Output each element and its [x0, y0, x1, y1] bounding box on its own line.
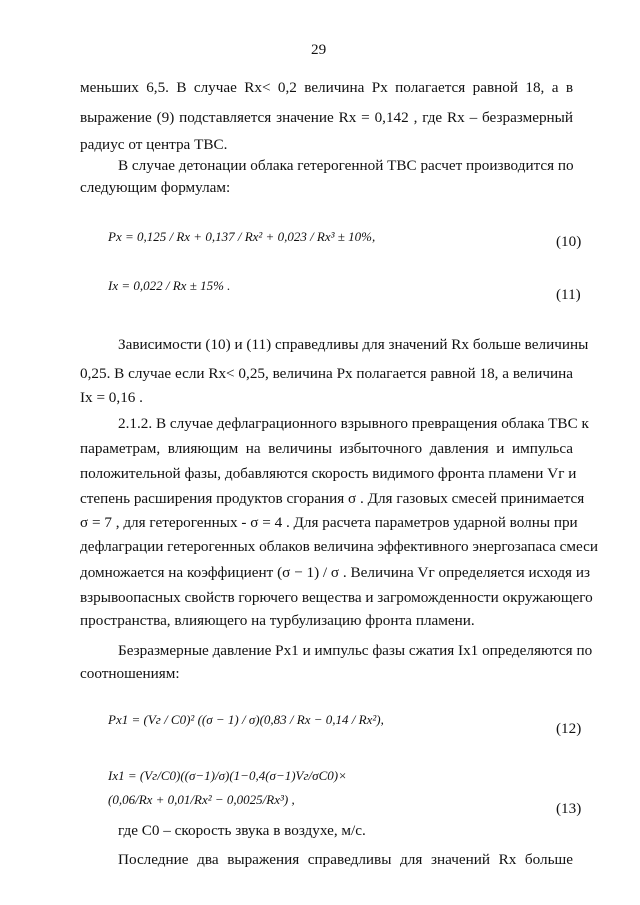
text-line: радиус от центра ТВС. [80, 136, 228, 153]
equation-number: (13) [556, 800, 582, 817]
equation-number: (12) [556, 720, 582, 737]
equation-number: (11) [556, 286, 581, 303]
equation-11: Ix = 0,022 / Rx ± 15% . [108, 278, 231, 293]
text-line: выражение (9) подставляется значение Rx = 0,142 , где Rx – безразмерный [80, 109, 573, 126]
text-line: степень расширения продуктов сгорания σ . Для газовых смесей принимается [80, 490, 585, 507]
text-line: положительной фазы, добавляются скорость видимого фронта пламени Vг и [80, 465, 577, 482]
text-line: Последние два выражения справедливы для значений Rx больше [118, 851, 573, 868]
text-line: Зависимости (10) и (11) справедливы для значений Rx больше величины [118, 336, 589, 353]
equation-12: Px1 = (Vг / C0)² ((σ − 1) / σ)(0,83 / Rx − 0,14 / Rx²), [108, 712, 384, 727]
equation-10: Px = 0,125 / Rx + 0,137 / Rx² + 0,023 / Rx³ ± 10%, [108, 229, 376, 244]
text-line: пространства, влияющего на турбулизацию фронта пламени. [80, 612, 475, 629]
equation-13-line2: (0,06/Rx + 0,01/Rx² − 0,0025/Rx³) , [108, 792, 295, 807]
text-line: где C0 – скорость звука в воздухе, м/с. [118, 822, 366, 839]
text-line: 0,25. В случае если Rx< 0,25, величина Px полагается равной 18, а величина [80, 365, 573, 382]
text-line: домножается на коэффициент (σ − 1) / σ . Величина Vг определяется исходя из [80, 564, 590, 581]
text-line: Безразмерные давление Px1 и импульс фазы сжатия Ix1 определяются по [118, 642, 593, 659]
text-line: σ = 7 , для гетерогенных - σ = 4 . Для расчета параметров ударной волны при [80, 514, 578, 531]
text-line: параметрам, влияющим на величины избыточного давления и импульса [80, 440, 573, 457]
text-line: 2.1.2. В случае дефлаграционного взрывного превращения облака ТВС к [118, 415, 589, 432]
text-line: соотношениям: [80, 665, 180, 682]
equation-number: (10) [556, 233, 582, 250]
text-line: В случае детонации облака гетерогенной ТВС расчет производится по [118, 157, 574, 174]
text-line: меньших 6,5. В случае Rx< 0,2 величина Px полагается равной 18, а в [80, 79, 573, 96]
text-line: взрывоопасных свойств горючего вещества и загроможденности окружающего [80, 589, 593, 606]
text-line: следующим формулам: [80, 179, 231, 196]
text-line: дефлаграции гетерогенных облаков величина эффективного энергозапаса смеси [80, 538, 599, 555]
page-number: 29 [311, 41, 327, 58]
text-line: Ix = 0,16 . [80, 389, 143, 406]
equation-13-line1: Ix1 = (Vг/C0)((σ−1)/σ)(1−0,4(σ−1)Vг/σC0)× [108, 768, 347, 783]
